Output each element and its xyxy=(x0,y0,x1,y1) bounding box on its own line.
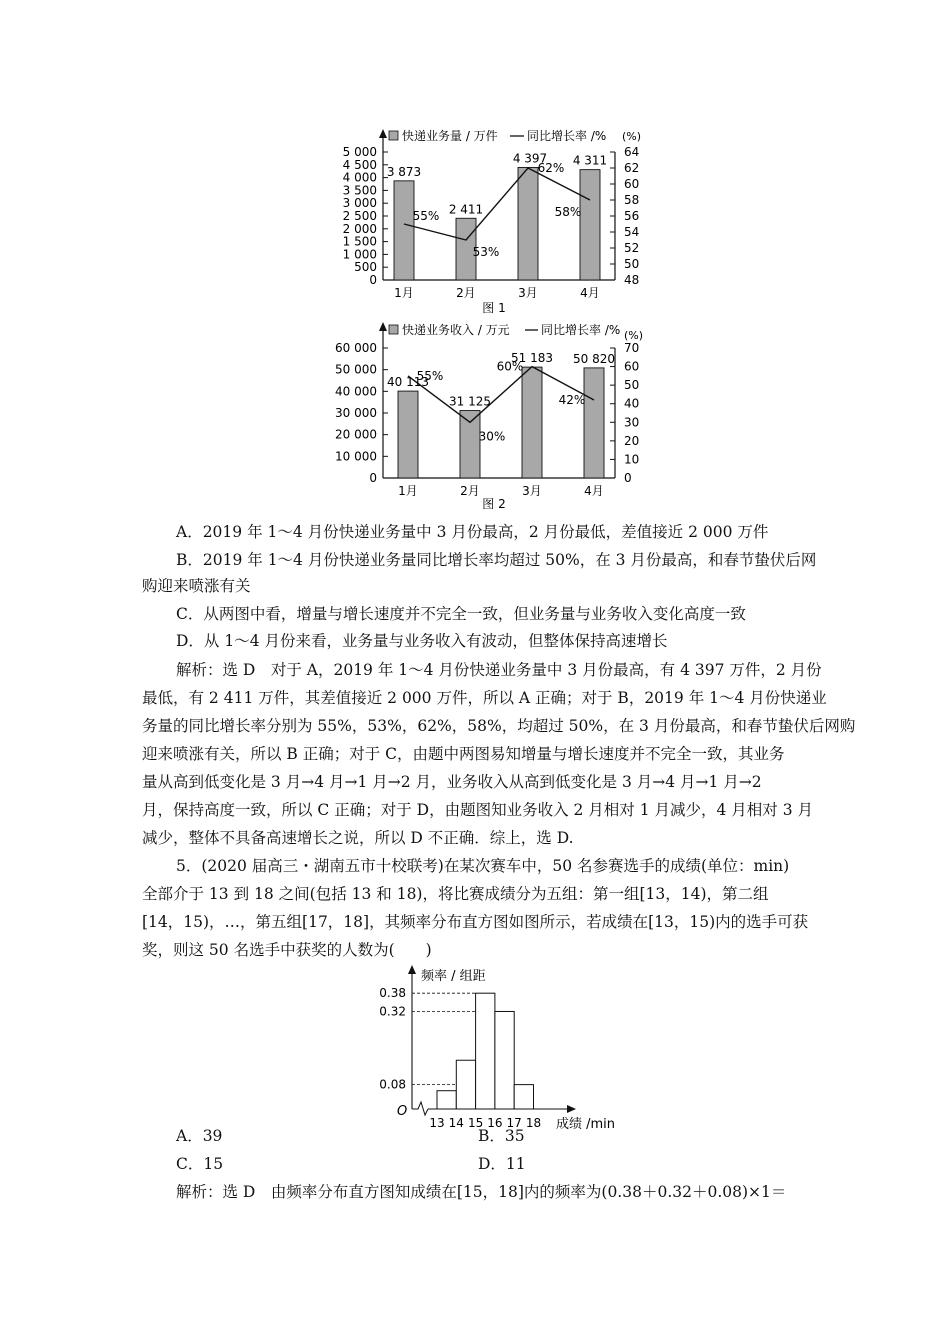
f1-growth-line xyxy=(404,168,590,240)
histogram-bar-4 xyxy=(495,1011,514,1109)
f2-caption: 图 2 xyxy=(482,497,506,511)
answer-d: D．11 xyxy=(478,1155,526,1173)
right-tick-label: 60 xyxy=(624,359,640,374)
x-tick-label: 17 xyxy=(506,1116,522,1130)
bar-value-label: 40 113 xyxy=(387,375,429,390)
f2-y-arrow xyxy=(379,322,387,331)
y-mark-label: 0.32 xyxy=(379,1004,406,1019)
y-mark-label: 0.08 xyxy=(379,1077,406,1092)
y-tick-label: 4 000 xyxy=(342,170,377,185)
f2-right-unit: (%) xyxy=(624,329,644,342)
y-tick-label: 0 xyxy=(369,471,377,485)
rate-value-label: 55% xyxy=(412,209,440,223)
bar-4 xyxy=(584,368,604,478)
y-tick-label: 3 000 xyxy=(342,196,377,211)
f1-legend-line: 同比增长率 /% xyxy=(527,129,607,143)
right-tick-label: 40 xyxy=(624,396,640,411)
x-tick-label: 16 xyxy=(487,1116,503,1130)
rate-value-label: 58% xyxy=(554,205,582,219)
bar-value-label: 2 411 xyxy=(448,202,484,217)
figure-1-chart xyxy=(0,0,950,320)
axis-break xyxy=(412,1102,428,1115)
right-tick-label: 20 xyxy=(624,433,640,448)
y-tick-label: 1 000 xyxy=(342,247,377,262)
f2-legend-bar: 快递业务收入 / 万元 xyxy=(402,323,510,337)
x-tick-label: 3月 xyxy=(518,286,538,300)
option-b-line2: 购迎来喷涨有关 xyxy=(142,577,251,595)
solution-line-3: 务量的同比增长率分别为 55%，53%，62%，58%，均超过 50%，在 3 月份最高，和春节蛰伏后网购 xyxy=(142,717,856,735)
x-tick-label: 18 xyxy=(525,1116,542,1130)
y-tick-label: 3 500 xyxy=(342,183,377,198)
bar-value-label: 50 820 xyxy=(573,351,615,366)
solution-last-line: 解析：选 D 由频率分布直方图知成绩在[15，18]内的频率为(0.38＋0.32＋0.08)×1＝ xyxy=(176,1183,787,1201)
option-a: A．2019 年 1～4 月份快递业务量中 3 月份最高，2 月份最低，差值接近 2 000 万件 xyxy=(176,523,769,541)
x-tick-label: 13 xyxy=(429,1116,445,1130)
question-5-line-3: [14，15)，…，第五组[17，18]，其频率分布直方图如图所示，若成绩在[13，15)内的选手可获 xyxy=(142,913,809,931)
frequency-histogram xyxy=(0,960,950,1132)
option-c: C．从两图中看，增量与增长速度并不完全一致，但业务量与业务收入变化高度一致 xyxy=(176,605,746,623)
legend-bar-swatch xyxy=(389,131,398,140)
solution-line-5: 量从高到低变化是 3 月→4 月→1 月→2 月，业务收入从高到低变化是 3 月→4 月→1 月→2 xyxy=(142,773,762,791)
histogram-bar-5 xyxy=(514,1085,533,1109)
bar-1 xyxy=(394,181,414,280)
x-tick-label: 4月 xyxy=(580,286,600,300)
bar-4 xyxy=(580,170,600,280)
option-b-line1: B．2019 年 1～4 月份快递业务量同比增长率均超过 50%，在 3 月份最高，和春节蛰伏后网 xyxy=(176,551,817,569)
f1-y-arrow xyxy=(379,129,387,138)
y-tick-label: 40 000 xyxy=(335,384,377,399)
right-tick-label: 50 xyxy=(624,257,640,271)
f1-right-unit: (%) xyxy=(622,130,642,143)
x-tick-label: 2月 xyxy=(460,484,480,498)
right-tick-label: 54 xyxy=(624,225,640,239)
rate-value-label: 53% xyxy=(472,245,500,259)
legend-bar-swatch xyxy=(389,325,398,334)
bar-value-label: 31 125 xyxy=(449,394,491,409)
y-tick-label: 10 000 xyxy=(335,449,377,464)
right-tick-label: 0 xyxy=(624,471,632,485)
bar-value-label: 4 397 xyxy=(512,151,548,166)
right-tick-label: 30 xyxy=(624,415,640,430)
right-tick-label: 60 xyxy=(624,177,640,191)
hist-xlabel: 成绩 /min xyxy=(556,1117,616,1132)
x-tick-label: 14 xyxy=(448,1116,464,1130)
hist-ylabel: 频率 / 组距 xyxy=(421,969,486,984)
y-tick-label: 60 000 xyxy=(335,341,377,355)
bar-value-label: 51 183 xyxy=(511,351,553,366)
histogram-bar-1 xyxy=(437,1091,456,1109)
y-tick-label: 2 000 xyxy=(342,221,377,236)
bar-3 xyxy=(518,167,538,280)
rate-value-label: 42% xyxy=(558,393,586,407)
y-tick-label: 500 xyxy=(354,260,377,275)
histogram-bar-3 xyxy=(476,993,495,1109)
rate-value-label: 55% xyxy=(416,368,444,383)
y-tick-label: 5 000 xyxy=(342,145,377,159)
y-mark-label: 0.38 xyxy=(379,986,406,1001)
x-tick-label: 1月 xyxy=(398,484,418,498)
y-tick-label: 0 xyxy=(369,273,377,287)
solution-line-7: 减少，整体不具备高速增长之说，所以 D 不正确．综上，选 D. xyxy=(142,829,574,847)
f1-caption: 图 1 xyxy=(482,301,506,315)
answer-c: C．15 xyxy=(176,1155,224,1173)
hist-y-arrow xyxy=(408,965,416,974)
hist-x-arrow xyxy=(567,1105,576,1113)
answer-b: B．35 xyxy=(478,1127,525,1145)
right-tick-label: 56 xyxy=(624,209,640,223)
right-tick-label: 48 xyxy=(624,273,640,287)
answer-a: A．39 xyxy=(176,1127,223,1145)
bar-1 xyxy=(398,391,418,478)
y-tick-label: 50 000 xyxy=(335,362,377,377)
y-tick-label: 1 500 xyxy=(342,234,377,249)
option-d: D．从 1～4 月份来看，业务量与业务收入有波动，但整体保持高速增长 xyxy=(176,632,668,650)
solution-line-2: 最低，有 2 411 万件，其差值接近 2 000 万件，所以 A 正确；对于 B，2019 年 1～4 月份快递业 xyxy=(142,689,827,707)
right-tick-label: 70 xyxy=(624,341,640,355)
f1-legend-bar: 快递业务量 / 万件 xyxy=(402,129,498,143)
y-tick-label: 4 500 xyxy=(342,157,377,172)
solution-line-6: 月，保持高度一致，所以 C 正确；对于 D，由题图知业务收入 2 月相对 1 月减少，4 月相对 3 月 xyxy=(142,801,814,819)
solution-line-1: 解析：选 D 对于 A，2019 年 1～4 月份快递业务量中 3 月份最高，有 4 397 万件，2 月份 xyxy=(176,661,822,679)
x-tick-label: 4月 xyxy=(584,484,604,498)
question-5-line-2: 全部介于 13 到 18 之间(包括 13 和 18)，将比赛成绩分为五组：第一组[13，14)，第二组 xyxy=(142,885,769,903)
bar-value-label: 4 311 xyxy=(572,153,608,168)
bar-3 xyxy=(522,367,542,478)
right-tick-label: 50 xyxy=(624,378,640,393)
figure-2-chart xyxy=(0,320,950,520)
right-tick-label: 64 xyxy=(624,145,640,159)
bar-2 xyxy=(460,411,480,478)
solution-line-4: 迎来喷涨有关，所以 B 正确；对于 C，由题中两图易知增量与增长速度并不完全一致，其业务 xyxy=(142,745,785,763)
question-5-line-4: 奖，则这 50 名选手中获奖的人数为( ) xyxy=(142,941,432,959)
x-tick-label: 3月 xyxy=(522,484,542,498)
y-tick-label: 30 000 xyxy=(335,406,377,420)
right-tick-label: 10 xyxy=(624,452,640,467)
rate-value-label: 30% xyxy=(478,429,506,444)
right-tick-label: 62 xyxy=(624,161,640,175)
rate-value-label: 62% xyxy=(537,161,565,175)
histogram-bar-2 xyxy=(456,1060,475,1109)
f2-legend-line: 同比增长率 /% xyxy=(541,323,621,337)
x-tick-label: 1月 xyxy=(394,286,414,300)
bar-value-label: 3 873 xyxy=(386,164,422,179)
hist-origin: O xyxy=(397,1104,408,1119)
y-tick-label: 20 000 xyxy=(335,427,377,442)
rate-value-label: 60% xyxy=(496,359,524,374)
right-tick-label: 52 xyxy=(624,241,640,255)
question-5-line-1: 5．(2020 届高三・湖南五市十校联考)在某次赛车中，50 名参赛选手的成绩(单位：min) xyxy=(176,857,790,875)
x-tick-label: 2月 xyxy=(456,286,476,300)
y-tick-label: 2 500 xyxy=(342,209,377,223)
x-tick-label: 15 xyxy=(467,1116,484,1130)
right-tick-label: 58 xyxy=(624,193,640,207)
